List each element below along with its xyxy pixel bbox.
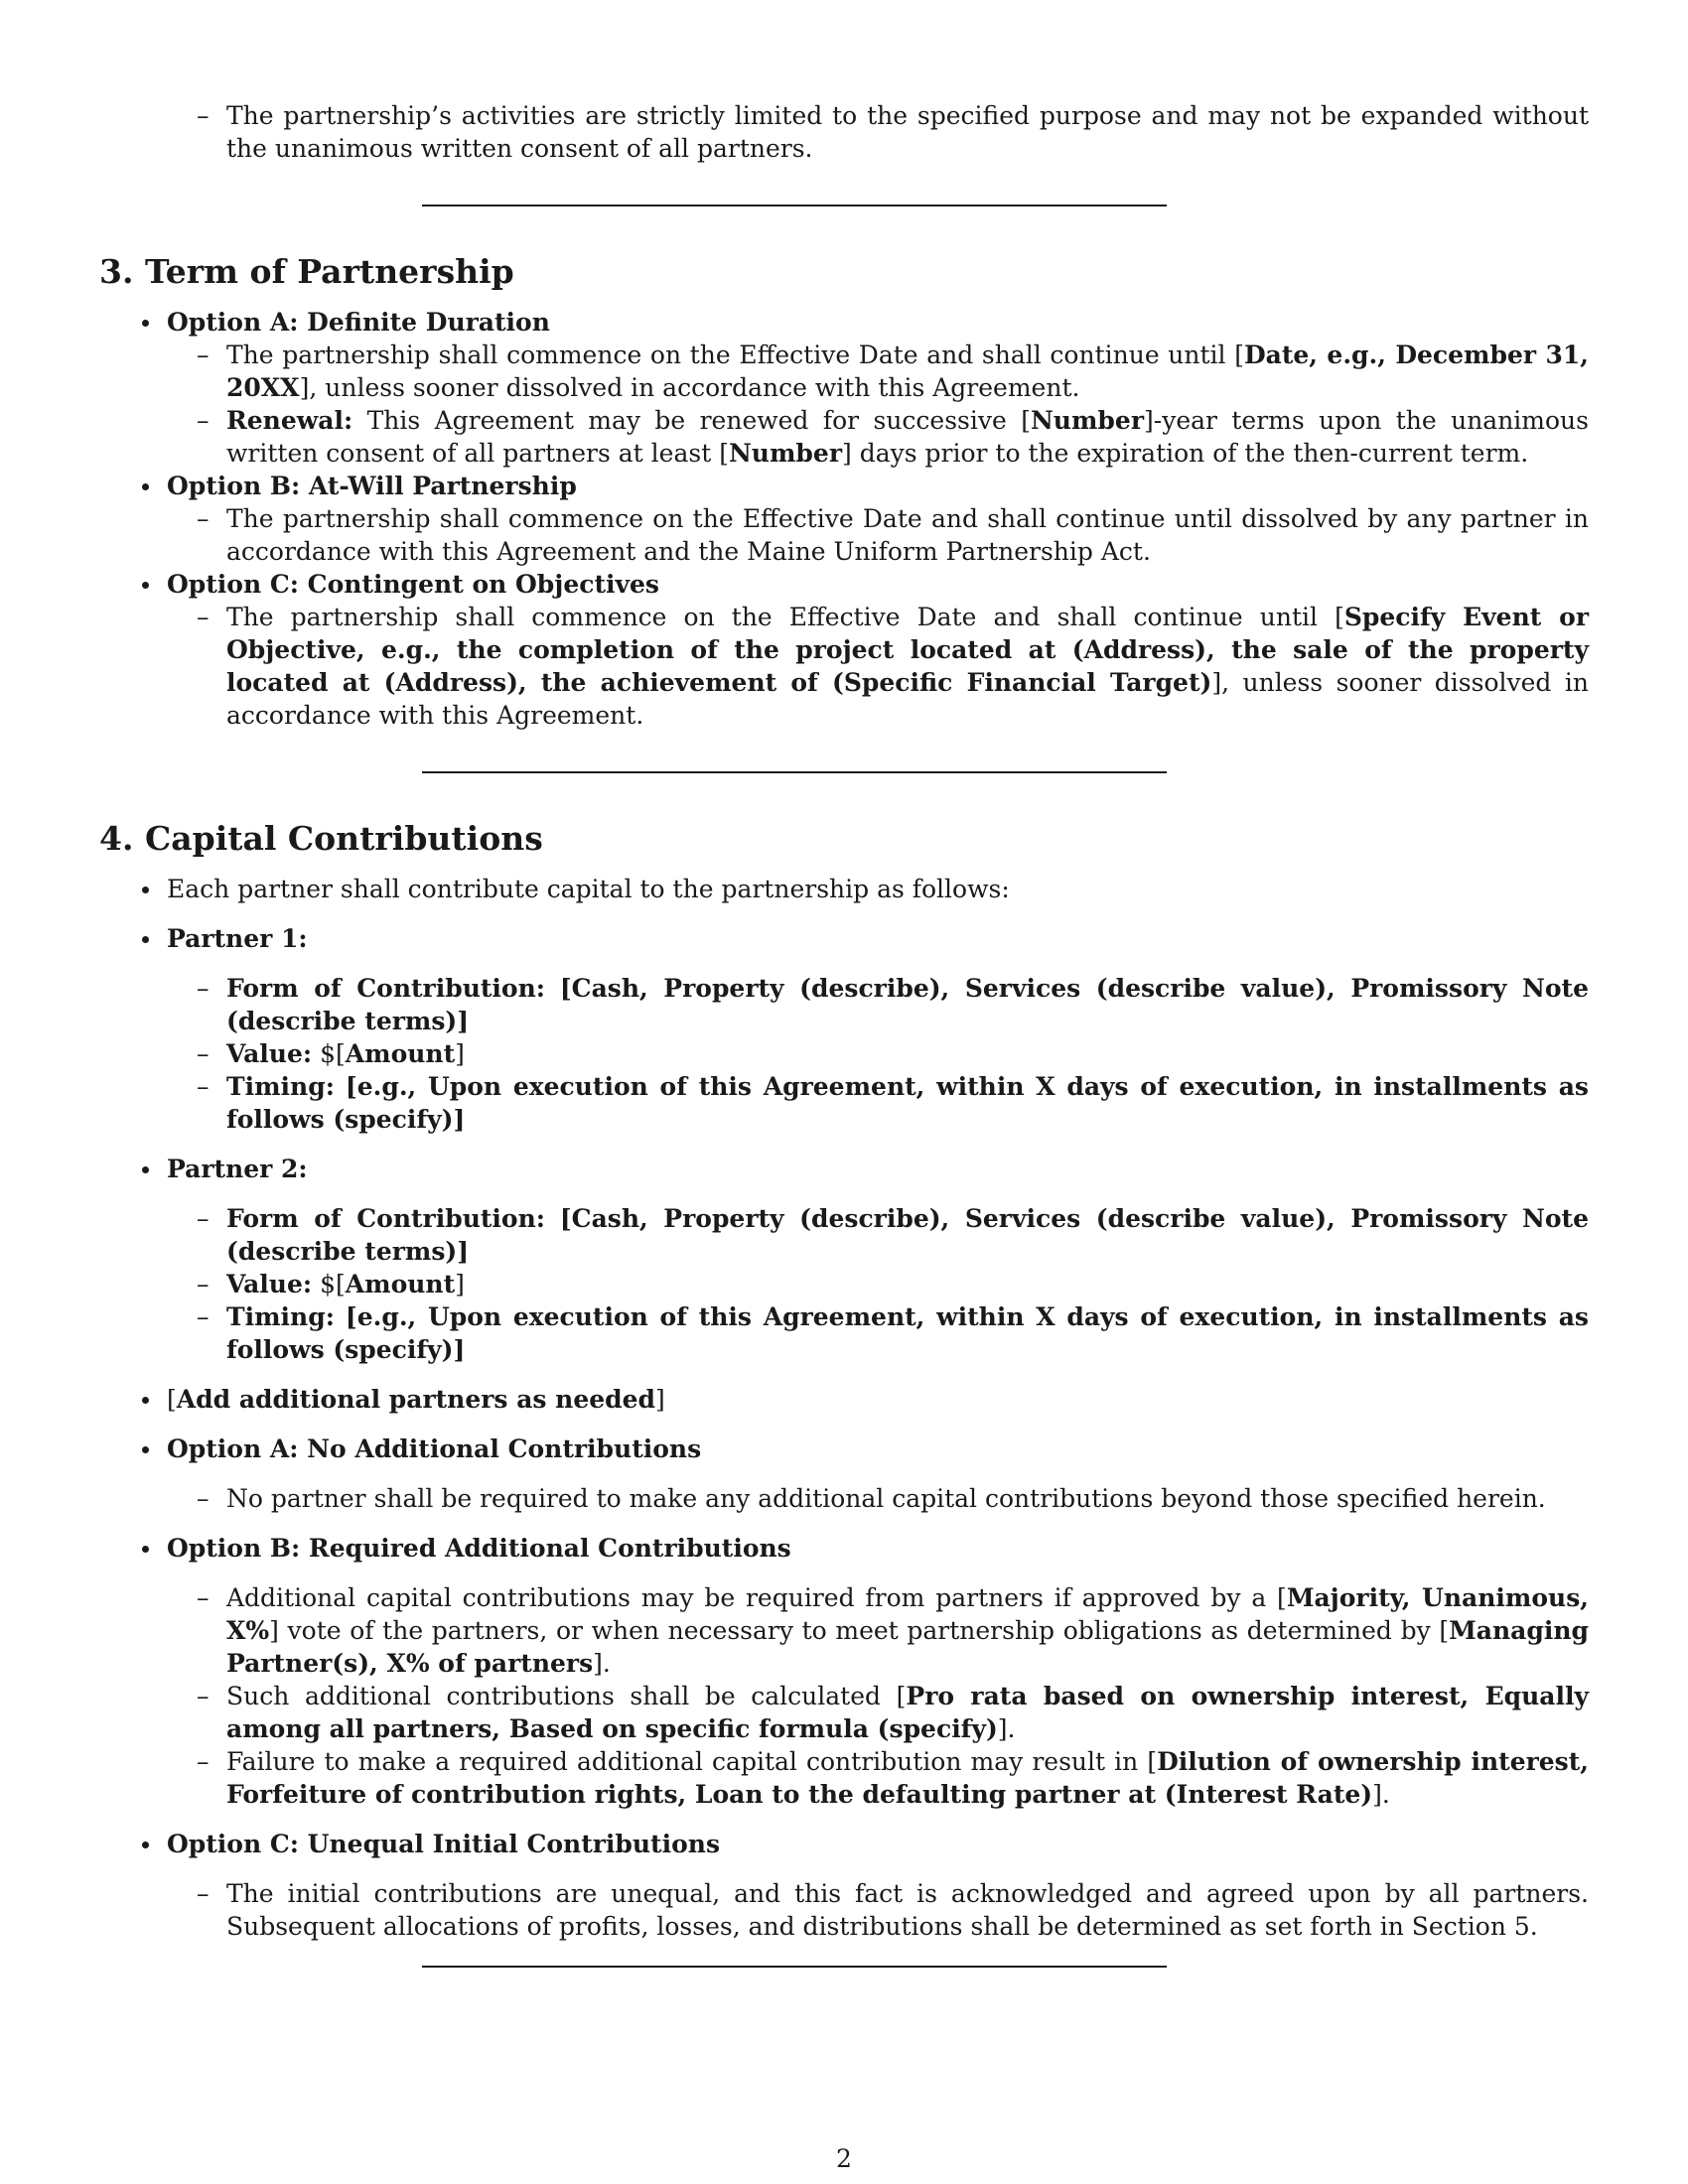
- list-item: [167, 922, 1589, 1136]
- option-c-label: Option C: Contingent on Objectives: [167, 570, 660, 599]
- list-item: – Additional capital contributions may be required from partners if approved by a [Majority, Unanimous, X%] vote of the partners, or when necessary to meet partnership obligations as determined by [Managing Partner(s), X% of partners].: [226, 1581, 1589, 1680]
- purpose-limit-item: – The partnership’s activities are strictly limited to the specified purpose and may not be expanded without the unanimous written consent of all partners.: [226, 99, 1589, 165]
- section-divider: [422, 771, 1167, 773]
- list-item: – No partner shall be required to make any additional capital contributions beyond those specified herein.: [226, 1482, 1589, 1515]
- list-item: [167, 1153, 1589, 1366]
- option-c-label: Option C: Unequal Initial Contributions: [167, 1830, 721, 1858]
- intro-list: [99, 99, 1589, 165]
- list-item: [167, 470, 1589, 568]
- list-item: [167, 306, 1589, 470]
- option-b-label: Option B: Required Additional Contributions: [167, 1534, 791, 1563]
- section-divider: [422, 205, 1167, 206]
- list-item: – Value: $[Amount]: [226, 1037, 1589, 1070]
- list-item: – Renewal: This Agreement may be renewed for successive [Number]-year terms upon the unanimous written consent of all partners at least [Number] days prior to the expiration of the then-current term.: [226, 404, 1589, 470]
- list-item: – The partnership shall commence on the Effective Date and shall continue until dissolved by any partner in accordance with this Agreement and the Maine Uniform Partnership Act.: [226, 502, 1589, 568]
- list-item: – Form of Contribution: [Cash, Property (describe), Services (describe value), Promissory Note (describe terms)]: [226, 972, 1589, 1037]
- list-item: – The initial contributions are unequal, and this fact is acknowledged and agreed upon by all partners. Subsequent allocations of profits, losses, and distributions shall be determined as set forth in Section 5.: [226, 1877, 1589, 1943]
- list-item: Each partner shall contribute capital to the partnership as follows:: [167, 875, 1010, 903]
- list-item: – Form of Contribution: [Cash, Property (describe), Services (describe value), Promissory Note (describe terms)]: [226, 1202, 1589, 1268]
- section-4-heading: 4. Capital Contributions: [99, 819, 543, 858]
- list-item: [167, 1828, 1589, 1943]
- section-4-items: [99, 873, 1589, 1943]
- list-item: [167, 1433, 1589, 1515]
- partner-2-label: Partner 2:: [167, 1155, 308, 1183]
- option-a-label: Option A: No Additional Contributions: [167, 1434, 702, 1463]
- list-item: – Timing: [e.g., Upon execution of this Agreement, within X days of execution, in installments as follows (specify)]: [226, 1300, 1589, 1366]
- list-item: – Failure to make a required additional capital contribution may result in [Dilution of ownership interest, Forfeiture of contribution rights, Loan to the defaulting partner at (Interest Rate)].: [226, 1745, 1589, 1811]
- list-item: – Timing: [e.g., Upon execution of this Agreement, within X days of execution, in installments as follows (specify)]: [226, 1070, 1589, 1136]
- list-item: – The partnership shall commence on the Effective Date and shall continue until [Date, e.g., December 31, 20XX], unless sooner dissolved in accordance with this Agreement.: [226, 339, 1589, 404]
- partner-1-label: Partner 1:: [167, 924, 308, 953]
- list-item: – The partnership shall commence on the Effective Date and shall continue until [Specify Event or Objective, e.g., the completion of the project located at (Address), the sale of the property located at (Address), the achievement of (Specific Financial Target)], unless sooner dissolved in accordance with this Agreement.: [226, 601, 1589, 732]
- list-item: [Add additional partners as needed]: [167, 1385, 665, 1414]
- page-content: [99, 99, 1589, 1968]
- list-item: [167, 1532, 1589, 1811]
- section-3-heading: 3. Term of Partnership: [99, 252, 514, 291]
- page-number: 2: [836, 2144, 852, 2173]
- list-item: [167, 568, 1589, 732]
- option-a-label: Option A: Definite Duration: [167, 308, 550, 337]
- list-item: – Such additional contributions shall be calculated [Pro rata based on ownership interest, Equally among all partners, Based on specific formula (specify)].: [226, 1680, 1589, 1745]
- section-divider: [422, 1966, 1167, 1968]
- option-b-label: Option B: At-Will Partnership: [167, 472, 577, 500]
- list-item: – Value: $[Amount]: [226, 1268, 1589, 1300]
- section-3-options: [99, 306, 1589, 732]
